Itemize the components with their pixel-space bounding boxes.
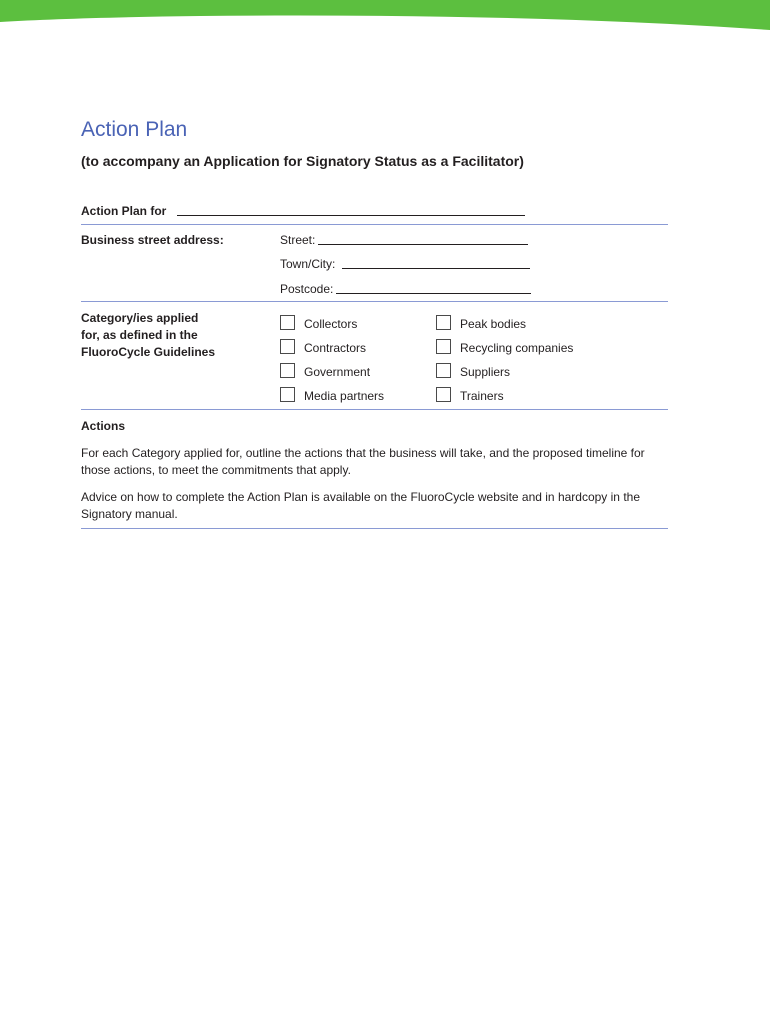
divider-3	[81, 409, 668, 410]
divider-1	[81, 224, 668, 225]
media-partners-label: Media partners	[304, 389, 385, 403]
page-subtitle: (to accompany an Application for Signatory Status as a Facilitator)	[81, 153, 524, 169]
town-label: Town/City:	[280, 257, 336, 271]
address-label: Business street address:	[81, 233, 224, 247]
header-green-band	[0, 0, 770, 40]
page-title: Action Plan	[81, 118, 188, 141]
recycling-companies-checkbox[interactable]	[436, 339, 451, 354]
street-field[interactable]	[318, 244, 528, 245]
contractors-label: Contractors	[304, 341, 367, 355]
recycling-companies-label: Recycling companies	[460, 341, 574, 355]
trainers-checkbox[interactable]	[436, 387, 451, 402]
category-label-line-1: Category/ies applied	[81, 311, 199, 325]
government-checkbox[interactable]	[280, 363, 295, 378]
actions-heading: Actions	[81, 419, 126, 433]
town-field[interactable]	[342, 268, 530, 269]
collectors-checkbox[interactable]	[280, 315, 295, 330]
category-label-line-2: for, as defined in the	[81, 328, 198, 342]
divider-4	[81, 528, 668, 529]
trainers-label: Trainers	[460, 389, 504, 403]
media-partners-checkbox[interactable]	[280, 387, 295, 402]
action-plan-for-label: Action Plan for	[81, 204, 167, 218]
suppliers-checkbox[interactable]	[436, 363, 451, 378]
government-label: Government	[304, 365, 371, 379]
action-plan-for-field[interactable]	[177, 215, 525, 216]
peak-bodies-checkbox[interactable]	[436, 315, 451, 330]
contractors-checkbox[interactable]	[280, 339, 295, 354]
suppliers-label: Suppliers	[460, 365, 511, 379]
divider-2	[81, 301, 668, 302]
actions-paragraph-2: Advice on how to complete the Action Plan is available on the FluoroCycle website and in hardcopy in the Signatory manual.	[81, 490, 640, 521]
postcode-field[interactable]	[336, 293, 531, 294]
collectors-label: Collectors	[304, 317, 358, 331]
postcode-label: Postcode:	[280, 282, 334, 296]
category-label-line-3: FluoroCycle Guidelines	[81, 345, 216, 359]
actions-paragraph-1: For each Category applied for, outline the actions that the business will take, and the proposed timeline for those actions, to meet the commitments that apply.	[81, 446, 645, 477]
street-label: Street:	[280, 233, 316, 247]
peak-bodies-label: Peak bodies	[460, 317, 527, 331]
